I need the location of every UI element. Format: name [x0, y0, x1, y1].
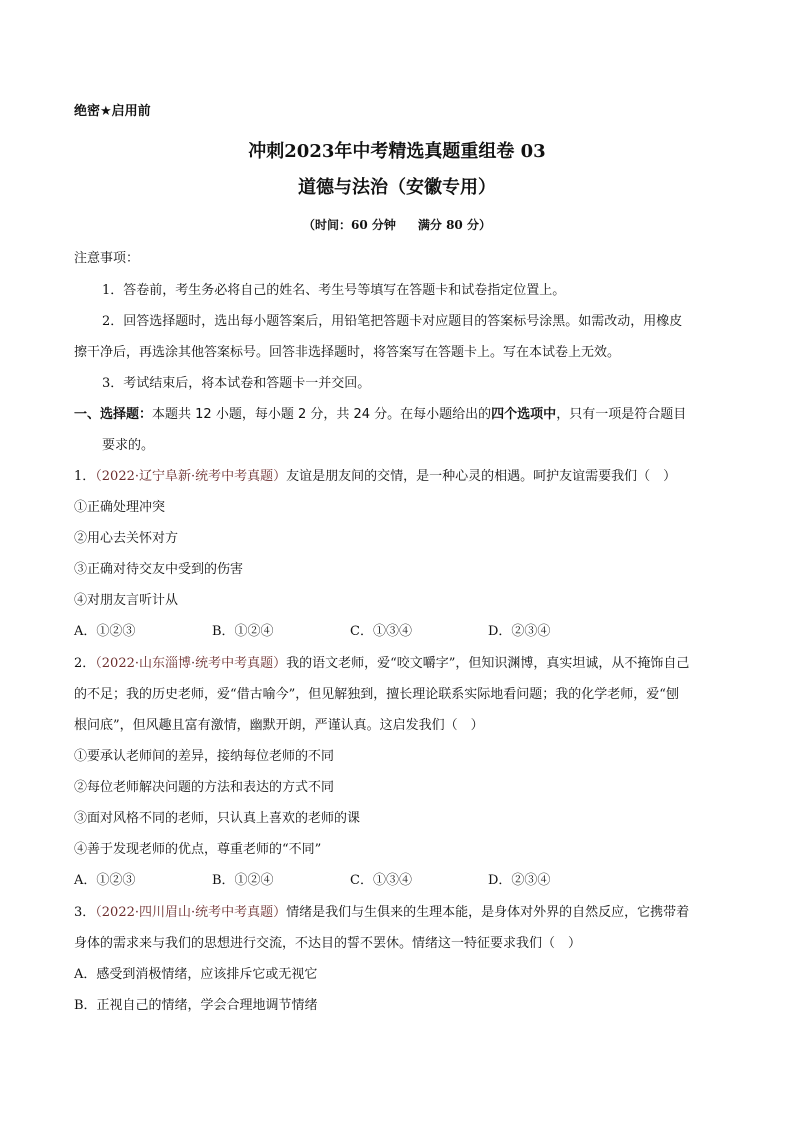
- question-text: 情绪是我们与生俱来的生理本能，是身体对外界的自然反应，它携带着: [286, 905, 690, 920]
- question-source: （2022·辽宁阜新·统考中考真题）: [95, 469, 287, 484]
- section-choice-heading-cont: 要求的。: [102, 438, 155, 453]
- exam-title: 冲刺2023年中考精选真题重组卷 03: [248, 141, 546, 162]
- q2-option-a: A．①②③: [74, 873, 136, 888]
- note-item-2: 2．回答选择题时，选出每小题答案后，用铅笔把答题卡对应题目的答案标号涂黑。如需改动，用橡皮: [102, 314, 683, 329]
- question-number: 2．: [74, 656, 96, 671]
- question-3-stem-cont: 身体的需求来与我们的思想进行交流，不达目的誓不罢休。情绪这一特征要求我们（ ）: [74, 936, 582, 951]
- question-2-stem-cont-2: 根问底”，但风趣且富有激情，幽默开朗，严谨认真。这启发我们（ ）: [74, 718, 484, 733]
- q2-statement-4: ④善于发现老师的优点，尊重老师的“不同”: [74, 842, 322, 857]
- question-1-stem: [74, 468, 724, 486]
- q3-option-b: B．正视自己的情绪，学会合理地调节情绪: [74, 998, 318, 1013]
- section-label: 一、选择题：: [74, 407, 153, 422]
- question-text: 友谊是朋友间的交情，是一种心灵的相遇。呵护友谊需要我们（ ）: [286, 469, 677, 484]
- q1-statement-3: ③正确对待交友中受到的伤害: [74, 562, 244, 577]
- q1-option-d: D．②③④: [488, 624, 551, 639]
- q1-option-b: B．①②④: [212, 624, 274, 639]
- q3-option-a: A．感受到消极情绪，应该排斥它或无视它: [74, 967, 318, 982]
- note-item-1: 1．答卷前，考生务必将自己的姓名、考生号等填写在答题卡和试卷指定位置上。: [102, 283, 566, 298]
- exam-full-score: 满分 80 分）: [417, 218, 491, 232]
- question-text: 我的语文老师，爱“咬文嚼字”，但知识渊博，真实坦诚，从不掩饰自己: [286, 656, 690, 671]
- q2-option-c: C．①③④: [350, 873, 412, 888]
- confidential-label: 绝密★启用前: [74, 104, 151, 119]
- exam-time: （时间：60 分钟: [303, 218, 396, 232]
- q1-statement-1: ①正确处理冲突: [74, 500, 166, 515]
- section-desc-2: ，只有一项是符合题目: [556, 407, 687, 422]
- question-2-stem: [74, 655, 724, 673]
- question-source: （2022·山东淄博·统考中考真题）: [95, 656, 287, 671]
- q1-statement-4: ④对朋友言听计从: [74, 593, 179, 608]
- section-choice-heading: [74, 406, 724, 424]
- q2-statement-2: ②每位老师解决问题的方法和表达的方式不同: [74, 780, 335, 795]
- exam-subject: 道德与法治（安徽专用）: [298, 177, 496, 198]
- q2-statement-3: ③面对风格不同的老师，只认真上喜欢的老师的课: [74, 811, 361, 826]
- q2-option-b: B．①②④: [212, 873, 274, 888]
- notes-heading: 注意事项：: [74, 251, 140, 266]
- section-desc: 本题共 12 小题，每小题 2 分，共 24 分。在每小题给出的: [152, 407, 492, 422]
- section-emph: 四个选项中: [491, 407, 557, 422]
- q2-statement-1: ①要承认老师间的差异，接纳每位老师的不同: [74, 749, 335, 764]
- question-source: （2022·四川眉山·统考中考真题）: [95, 905, 287, 920]
- question-2-stem-cont-1: 的不足；我的历史老师，爱“借古喻今”，但见解独到，擅长理论联系实际地看问题；我的化学老师，爱“刨: [74, 687, 679, 702]
- q1-option-c: C．①③④: [350, 624, 412, 639]
- exam-time-score: [0, 216, 794, 234]
- note-item-3: 3．考试结束后，将本试卷和答题卡一并交回。: [102, 376, 371, 391]
- q1-statement-2: ②用心去关怀对方: [74, 531, 179, 546]
- q1-option-a: A．①②③: [74, 624, 136, 639]
- question-3-stem: [74, 904, 724, 922]
- question-number: 1．: [74, 469, 96, 484]
- question-number: 3．: [74, 905, 96, 920]
- q2-option-d: D．②③④: [488, 873, 551, 888]
- note-item-2-cont: 擦干净后，再选涂其他答案标号。回答非选择题时，将答案写在答题卡上。写在本试卷上无效。: [74, 345, 621, 360]
